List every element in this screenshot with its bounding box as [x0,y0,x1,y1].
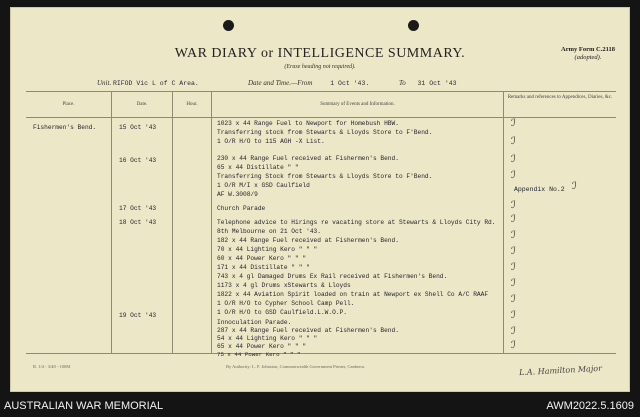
summary-line: 65 x 44 Power Kero " " " [217,343,307,350]
table-bottom-rule [26,353,616,354]
date-from: 1 Oct '43. [330,80,370,87]
initials-mark: ℐ [511,214,516,225]
summary-line: Innoculation Parade. [217,319,292,326]
summary-line: 75 x 44 Power Kero " " " [217,351,301,358]
summary-line: 743 x 4 gl Damaged Drums Ex Rail received at Fishermen's Bend. [217,273,448,280]
table-header-rule [26,117,616,118]
unit-label: Unit [97,79,110,87]
entry-date: 17 Oct '43 [119,205,157,212]
summary-line: 182 x 44 Range Fuel received at Fishermen's Bend. [217,237,399,244]
initials-mark: ℐ [511,294,516,305]
summary-line: Transferring stock from Stewarts & Lloyds Store to F'Bend. [217,129,433,136]
credit-institution: AUSTRALIAN WAR MEMORIAL [4,400,164,412]
initials-mark: ℐ [572,181,577,192]
entry-date: 19 Oct '43 [119,312,157,319]
initials-mark: ℐ [511,326,516,337]
summary-line: 54 x 44 Lighting Kero " " " [217,335,318,342]
col-divider-date [172,91,173,353]
appendix-reference: Appendix No.2 [514,186,565,193]
col-divider-place [111,91,112,353]
form-number: Army Form C.2118 [561,46,615,53]
summary-line: 1 O/R H/O to 115 AGH -X List. [217,138,325,145]
footer-print-code: R. 1/4 - 3/40 - 100M [33,364,71,369]
initials-mark: ℐ [511,310,516,321]
footer-authority: By Authority: L. F. Johnston, Commonwealth Government Printer, Canberra. [226,364,366,369]
col-header-place: Place. [62,102,75,107]
officer-signature: L.A. Hamilton Major [518,363,603,378]
entry-date: 15 Oct '43 [119,124,157,131]
summary-line: Church Parade [217,205,266,212]
date-to: 31 Oct '43 [417,80,457,87]
entry-date: 18 Oct '43 [119,219,157,226]
initials-mark: ℐ [511,246,516,257]
initials-mark: ℐ [511,154,516,165]
document-title: WAR DIARY or INTELLIGENCE SUMMARY. [174,46,466,61]
col-header-hour: Hour. [186,102,198,107]
summary-line: AF W.3008/9 [217,191,258,198]
col-divider-summary [503,91,504,353]
summary-line: Transferring Stock from Stewarts & Lloyds Store to F'Bend. [217,173,433,180]
initials-mark: ℐ [511,170,516,181]
form-adopted: (adopted). [574,54,602,62]
initials-mark: ℐ [511,230,516,241]
date-line [248,79,457,87]
summary-line: 1 O/R H/O to Cypher School Camp Pell. [217,300,355,307]
summary-line: Telephone advice to Hirings re vacating store at Stewarts & Lloyds City Rd. [217,219,496,226]
summary-line: 8th Melbourne on 21 Oct '43. [217,228,321,235]
col-divider-hour [211,91,212,353]
unit-line: Unit. RIFOD Vic L of C Area. [97,79,199,87]
summary-line: 287 x 44 Range Fuel received at Fishermen's Bend. [217,327,399,334]
initials-mark: ℐ [511,340,516,351]
to-label: To [399,79,406,87]
credit-accession-number: AWM2022.5.1609 [546,400,634,412]
summary-line: 65 x 44 Distillate " " [217,164,299,171]
summary-line: 1023 x 44 Range Fuel to Newport for Homebush HBW. [217,120,399,127]
initials-mark: ℐ [511,118,516,129]
summary-line: 230 x 44 Range Fuel received at Fishermen's Bend. [217,155,399,162]
unit-value: RIFOD Vic L of C Area. [112,80,199,87]
entry-place: Fishermen's Bend. [33,124,97,131]
document-subtitle: (Erase heading not required). [284,64,356,70]
col-header-remarks: Remarks and references to Appendices, Diaries, &c. [507,95,613,100]
col-header-summary: Summary of Events and Information. [320,102,395,107]
table-top-rule [26,91,616,92]
initials-mark: ℐ [511,278,516,289]
diary-sheet [10,7,630,392]
punch-hole-left [223,20,234,31]
initials-mark: ℐ [511,262,516,273]
summary-line: 171 x 44 Distillate " " " [217,264,310,271]
summary-line: 1173 x 4 gl Drums xStewarts & Lloyds [217,282,351,289]
summary-line: 1822 x 44 Aviation Spirit loaded on train at Newport ex Shell Co A/C RAAF [217,291,489,298]
form-reference [561,46,615,63]
initials-mark: ℐ [511,136,516,147]
date-label: Date and Time.—From [248,79,313,87]
entry-date: 16 Oct '43 [119,157,157,164]
summary-line: 1 O/R H/O to GSD Caulfield.L.W.O.P. [217,309,347,316]
summary-line: 70 x 44 Lighting Kero " " " [217,246,318,253]
col-header-date: Date. [136,102,148,107]
punch-hole-right [408,20,419,31]
initials-mark: ℐ [511,200,516,211]
summary-line: 60 x 44 Power Kero " " " [217,255,307,262]
summary-line: 1 O/R M/I x GSD Caulfield [217,182,310,189]
